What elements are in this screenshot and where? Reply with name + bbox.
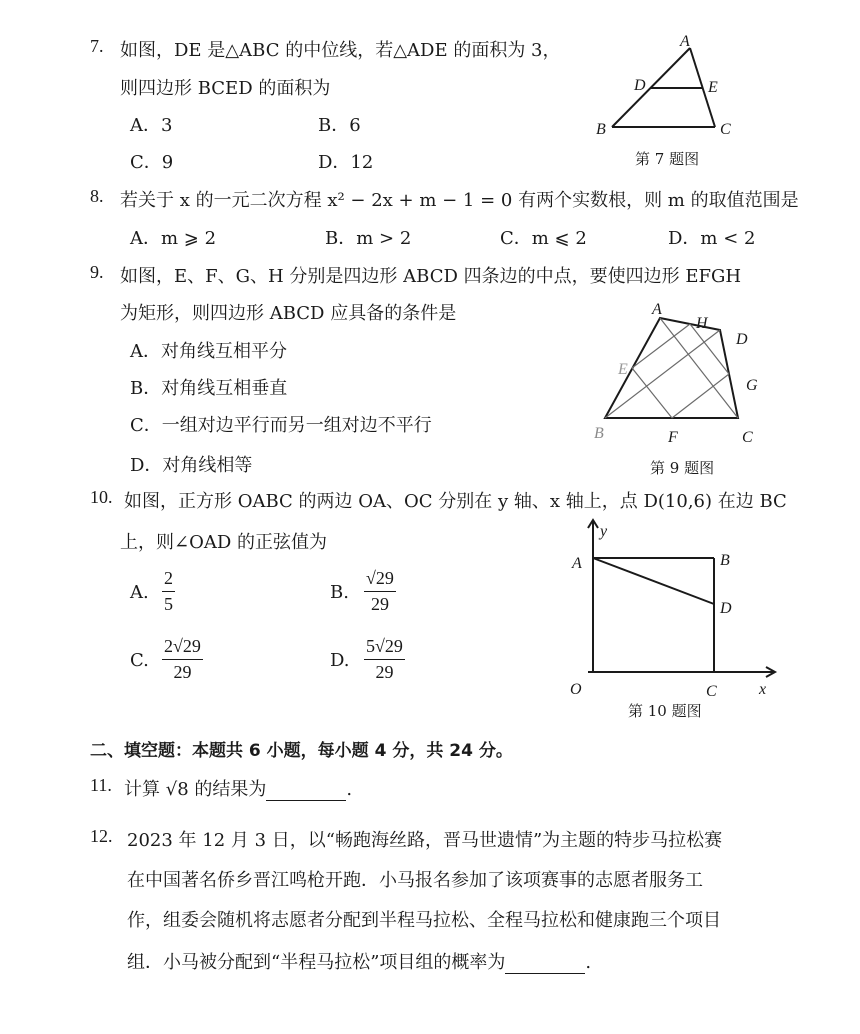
q9-number: 9. [90,262,104,282]
q10-segment-ad [593,558,714,604]
q9-figure-caption: 第 9 题图 [650,459,715,477]
q9-option-a: A．对角线互相平分 [130,341,287,362]
q8-text: 若关于 x 的一元二次方程 x² − 2x + m − 1 = 0 有两个实数根，则 m 的取值范围是 [120,190,799,211]
q9-option-b: B．对角线互相垂直 [130,378,288,399]
q9-label-c: C [742,429,753,446]
q10-option-a-fraction [162,568,175,615]
q7-number: 7. [90,36,104,56]
q12-line4-text: 组．小马被分配到“半程马拉松”项目组的概率为 [127,952,506,973]
q7-label-a: A [680,33,690,50]
q10-text-line1: 如图，正方形 OABC 的两边 OA、OC 分别在 y 轴、x 轴上，点 D(10,6) 在边 BC [124,491,787,512]
q10-option-b-letter: B. [330,582,349,603]
q12-text-line3: 作，组委会随机将志愿者分配到半程马拉松、全程马拉松和健康跑三个项目 [127,910,721,931]
q10-number: 10. [90,487,113,507]
q9-option-d: D．对角线相等 [130,455,253,476]
q7-text-line2: 则四边形 BCED 的面积为 [120,78,331,99]
q8-number: 8. [90,186,104,206]
q10-label-c: C [706,683,717,700]
q10-option-d-denominator: 29 [375,662,394,682]
q10-option-d-letter: D. [330,650,350,671]
q10-label-d: D [720,600,732,617]
q7-figure-caption: 第 7 题图 [635,150,700,168]
q12-period: . [585,952,592,973]
q9-label-b: B [594,425,604,442]
q7-label-b: B [596,121,606,138]
q11-line [124,775,352,801]
q10-text-line2: 上，则∠OAD 的正弦值为 [120,532,327,553]
q11-period: . [346,779,353,800]
q8-option-b: B．m > 2 [325,228,412,249]
q9-label-a: A [652,301,662,318]
q11-answer-blank [266,779,346,801]
q10-option-c-letter: C. [130,650,149,671]
q7-option-d: D．12 [318,152,374,173]
q10-option-a-letter: A. [130,582,149,603]
q10-option-b-fraction [364,568,396,615]
q8-option-a: A．m ⩾ 2 [130,228,217,249]
q7-option-a: A．3 [130,115,173,136]
q10-coordinate-figure [562,518,784,702]
q10-option-c-numerator: 2√29 [162,636,203,660]
q10-option-a-denominator: 5 [164,594,173,614]
q7-label-c: C [720,121,731,138]
q11-number: 11. [90,775,112,795]
q9-quadrilateral-figure [590,298,770,450]
q11-text: 计算 √8 的结果为 [124,779,267,800]
q12-text-line1: 2023 年 12 月 3 日，以“畅跑海丝路，晋马世遗情”为主题的特步马拉松赛 [127,830,723,851]
q9-option-c: C．一组对边平行而另一组对边不平行 [130,415,432,436]
q12-text-line2: 在中国著名侨乡晋江鸣枪开跑．小马报名参加了该项赛事的志愿者服务工 [127,870,703,891]
q10-option-a-numerator: 2 [162,568,175,592]
q7-triangle-figure [590,32,750,150]
q8-option-d: D．m < 2 [668,228,756,249]
q10-label-x: x [759,681,767,698]
q12-text-line4 [127,948,591,974]
q9-label-g: G [746,377,758,394]
q7-option-c: C．9 [130,152,174,173]
q10-label-o: O [570,681,582,698]
q10-label-b: B [720,552,730,569]
q9-text-line2: 为矩形，则四边形 ABCD 应具备的条件是 [120,303,457,324]
q10-option-d-fraction [364,636,405,683]
q10-label-y: y [600,523,608,540]
q9-label-d: D [736,331,748,348]
q7-label-d: D [634,77,646,94]
q9-label-h: H [696,315,708,332]
q8-option-c: C．m ⩽ 2 [500,228,587,249]
q12-answer-blank [505,952,585,974]
q9-label-f: F [668,429,678,446]
q7-text-line1: 如图，DE 是△ABC 的中位线，若△ADE 的面积为 3， [120,40,561,61]
q9-label-e: E [618,361,628,378]
q10-option-c-denominator: 29 [173,662,192,682]
q7-label-e: E [708,79,718,96]
q10-option-d-numerator: 5√29 [364,636,405,660]
q7-option-b: B．6 [318,115,361,136]
q10-figure-caption: 第 10 题图 [628,702,702,720]
section2-heading: 二、填空题：本题共 6 小题，每小题 4 分，共 24 分。 [90,741,513,761]
q10-option-b-denominator: 29 [370,594,389,614]
q10-label-a: A [572,555,582,572]
q10-option-c-fraction [162,636,203,683]
q9-text-line1: 如图，E、F、G、H 分别是四边形 ABCD 四条边的中点，要使四边形 EFGH [120,266,742,287]
q10-option-b-numerator: √29 [364,568,396,592]
q12-number: 12. [90,826,113,846]
